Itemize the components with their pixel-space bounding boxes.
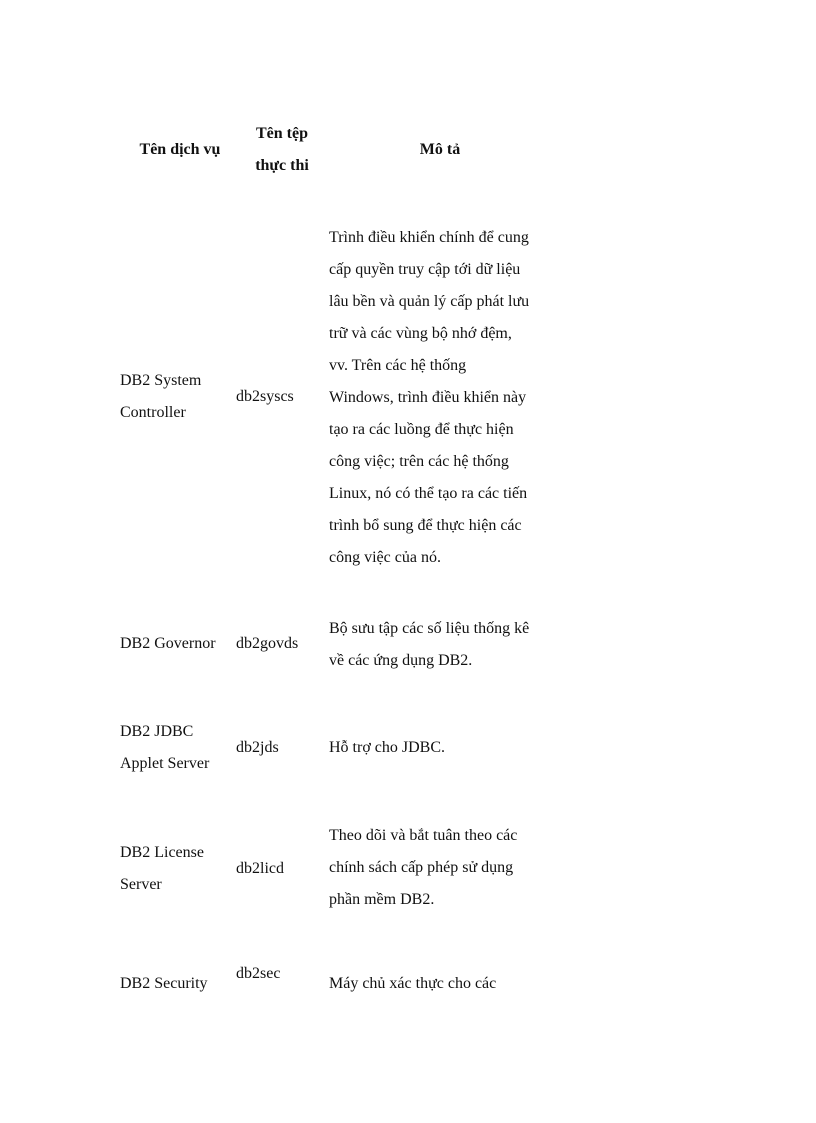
row1-desc-line: Linux, nó có thể tạo ra các tiến: [329, 485, 528, 502]
row5-desc-line: Máy chủ xác thực cho các: [329, 975, 497, 992]
row3-executable: [236, 732, 279, 764]
row4-name-line2: Server: [120, 876, 162, 893]
row2-desc-line: về các ứng dụng DB2.: [329, 652, 473, 669]
row1-desc-line: tạo ra các luồng để thực hiện: [329, 421, 514, 438]
row2-executable: [236, 628, 298, 660]
row5-description: [329, 968, 496, 1000]
row4-desc-line: phần mềm DB2.: [329, 891, 435, 908]
row4-desc-line: Theo dõi và bắt tuân theo các: [329, 827, 518, 844]
row4-service-name: [120, 837, 204, 901]
row1-service-name: [120, 365, 201, 429]
row1-desc-line: cấp quyền truy cập tới dữ liệu: [329, 261, 521, 278]
row4-desc-line: chính sách cấp phép sử dụng: [329, 859, 514, 876]
row4-name-line1: DB2 License: [120, 844, 204, 861]
row3-desc-line: Hỗ trợ cho JDBC.: [329, 739, 446, 756]
row3-service-name: [120, 716, 209, 780]
row1-desc-line: Windows, trình điều khiển này: [329, 389, 527, 406]
row1-desc-line: công việc; trên các hệ thống: [329, 453, 509, 470]
row1-executable: [236, 381, 294, 413]
row1-desc-line: lâu bền và quản lý cấp phát lưu: [329, 293, 530, 310]
row2-exe-text: db2govds: [236, 635, 299, 652]
row1-desc-line: công việc của nó.: [329, 549, 441, 566]
row2-service-name: [120, 628, 216, 660]
row2-description: [329, 613, 529, 677]
row1-name-line2: Controller: [120, 404, 186, 421]
header-executable-line1: Tên tệp: [256, 125, 308, 142]
row4-exe-text: db2licd: [236, 860, 284, 877]
row1-desc-line: trình bổ sung để thực hiện các: [329, 517, 522, 534]
header-description-text: Mô tả: [419, 141, 461, 158]
row3-exe-text: db2jds: [236, 739, 279, 756]
row5-name-line1: DB2 Security: [120, 975, 208, 992]
row1-desc-line: trữ và các vùng bộ nhớ đệm,: [329, 325, 512, 342]
row2-desc-line: Bộ sưu tập các số liệu thống kê: [329, 620, 530, 637]
row4-description: [329, 820, 517, 916]
row5-service-name: [120, 968, 208, 1000]
row3-name-line2: Applet Server: [120, 755, 210, 772]
header-service-name-text: Tên dịch vụ: [139, 141, 221, 158]
header-executable-line2: thực thi: [255, 157, 309, 174]
row4-executable: [236, 853, 284, 885]
header-service-name: [120, 134, 240, 166]
row1-exe-text: db2syscs: [236, 388, 294, 405]
row1-description: [329, 222, 529, 574]
header-executable: [236, 118, 328, 182]
row5-executable: [236, 958, 280, 990]
row5-exe-text: db2sec: [236, 965, 281, 982]
row1-name-line1: DB2 System: [120, 372, 202, 389]
row3-name-line1: DB2 JDBC: [120, 723, 194, 740]
header-description: [330, 134, 550, 166]
row2-name-line1: DB2 Governor: [120, 635, 216, 652]
row1-desc-line: vv. Trên các hệ thống: [329, 357, 467, 374]
row3-description: [329, 732, 445, 764]
row1-desc-line: Trình điều khiển chính để cung: [329, 229, 529, 246]
